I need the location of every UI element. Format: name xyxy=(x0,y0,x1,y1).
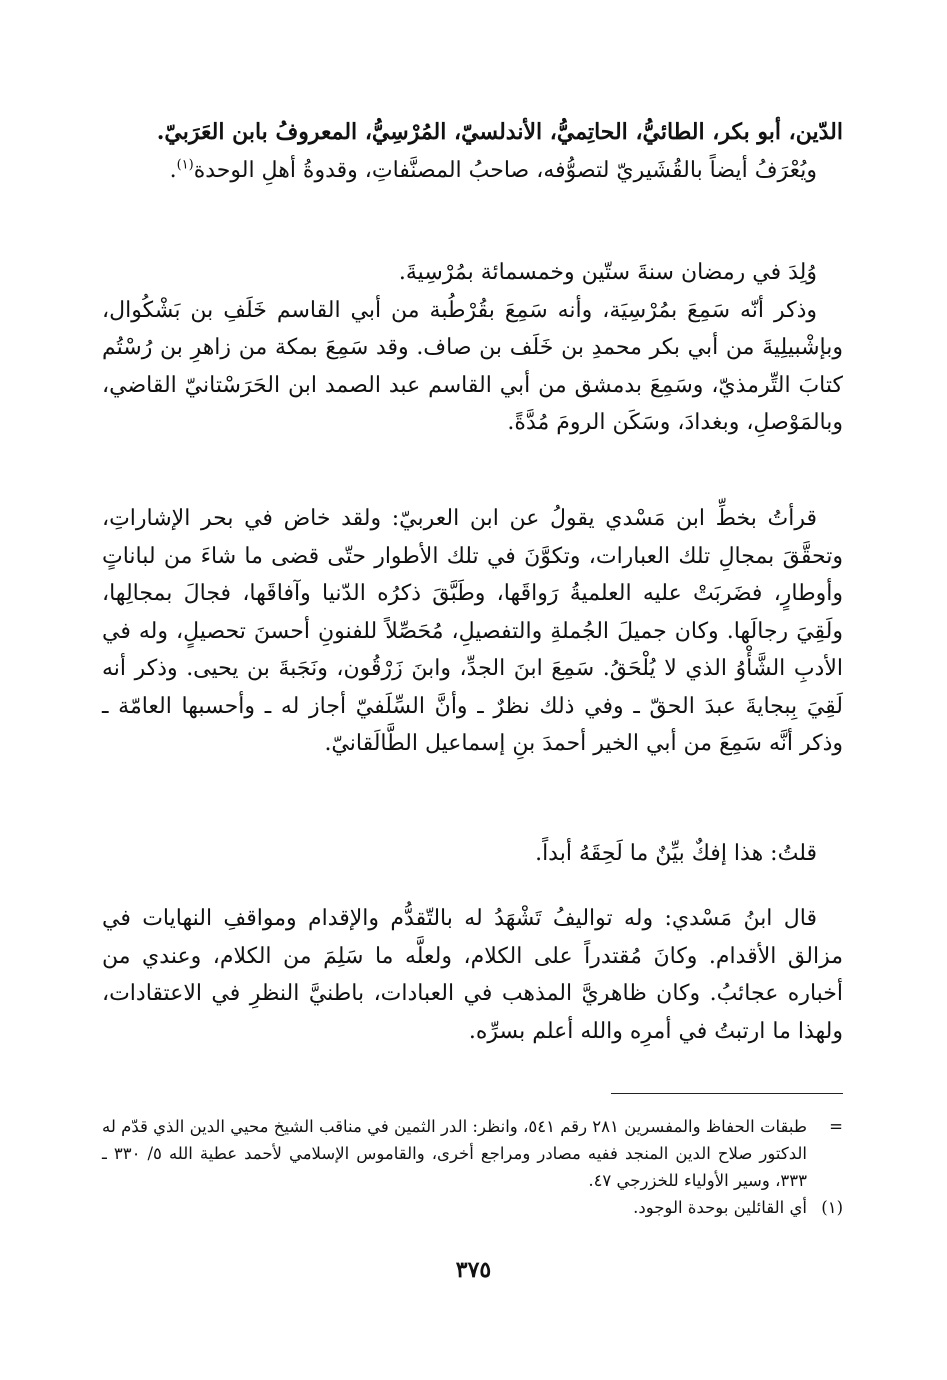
footnote-continuation-text: طبقات الحفاظ والمفسرين ٢٨١ رقم ٥٤١، وانظر: الدر الثمين في مناقب الشيخ محيي الدين الذي قدّم له الدكتور صلاح الدين المنجد ففيه مصادر ومراجع أخرى، والقاموس الإسلامي لأحمد عطية الله ٥/ ٣٣٠ ـ ٣٣٣، وسير الأولياء للخزرجي ٤٧. xyxy=(102,1117,808,1190)
author-note-section xyxy=(102,835,843,873)
intro-paragraph xyxy=(102,114,843,189)
ibn-masdi-second-section xyxy=(102,900,843,1050)
ibn-masdi-second-paragraph: قال ابنُ مَسْدي: وله تواليفُ تَشْهَدُ له بالتّقدُّم والإقدام ومواقفِ النهايات في مزالق الأقدام. وكانَ مُقتدراً على الكلام، ولعلَّه ما سَلِمَ من الكلام، وعندي من أخباره عجائبُ. وكان ظاهريَّ المذهب في العبادات، باطنيَّ النظرِ في الاعتقادات، ولهذا ما ارتبتُ في أمرِه والله أعلم بسرِّه. xyxy=(102,906,843,1044)
footnote-reference[interactable]: (١) xyxy=(176,157,194,173)
ibn-masdi-quote-section xyxy=(102,500,843,763)
footnote-1-text: أي القائلين بوحدة الوجود. xyxy=(633,1198,807,1217)
footnote-1-marker: (١) xyxy=(821,1198,843,1217)
footnotes-area xyxy=(102,1113,843,1221)
page-number: ٣٧٥ xyxy=(455,1257,492,1283)
birth-section xyxy=(102,254,843,442)
travels-paragraph: وذكر أنّه سَمِعَ بمُرْسِيَة، وأنه سَمِعَ بقُرْطُبة من أبي القاسم خَلَفِ بن بَشْكُوال، وبإشْبيلِيةَ من أبي بكر محمدِ بن خَلَف بن صاف. وقد سَمِعَ بمكة من زاهرِ بن رُسْتُم كتابَ التِّرمذيّ، وسَمِعَ بدمشق من أبي القاسم عبد الصمد ابن الحَرَسْتانيّ القاضي، وبالمَوْصلِ، وبغدادَ، وسَكَن الرومَ مُدَّةً. xyxy=(102,297,843,435)
footnote-1 xyxy=(102,1194,843,1221)
birth-line: وُلِدَ في رمضان سنةَ ستّين وخمسمائة بمُرْسِيةَ. xyxy=(398,260,817,285)
continuation-marker: = xyxy=(829,1117,843,1136)
author-note-paragraph: قلتُ: هذا إفكٌ بيِّنٌ ما لَحِقَهُ أبداً. xyxy=(535,841,817,866)
sentence-end: . xyxy=(169,157,177,183)
name-line: الدّين، أبو بكر، الطائيُّ، الحاتِميُّ، الأندلسيّ، المُرْسِيُّ، المعروفُ بابن العَرَبيّ. xyxy=(156,119,843,145)
known-as-text xyxy=(102,152,843,190)
ibn-masdi-quote-paragraph: قرأتُ بخطِّ ابن مَسْدي يقولُ عن ابن العربيّ: ولقد خاض في بحر الإشاراتِ، وتحقَّقَ بمجالِ تلك العبارات، وتكوَّنَ في تلك الأطوار حتّى قضى ما شاءَ من لباناتٍ وأوطارٍ، فضَربَتْ عليه العلميةُ رَواقَها، وطَبَّقَ ذكرُه الدّنيا وآفاقَها، فجالَ بمجالِها، ولَقِيَ رجالَها. وكان جميلَ الجُملةِ والتفصيلِ، مُحَصِّلاً للفنونِ أحسنَ تحصيلٍ، وله في الأدبِ الشَّأْوُ الذي لا يُلْحَقُ. سَمِعَ ابنَ الجدِّ، وابنَ زَرْقُون، ونَجَبةَ بن يحيى. وذكر أنه لَقِيَ بِبجايةَ عبدَ الحقّ ـ وفي ذلك نظرٌ ـ وأنَّ السِّلَفيّ أجاز له ـ وأحسبها العامّة ـ وذكر أنَّه سَمِعَ من أبي الخير أحمدَ بنِ إسماعيل الطَّالَقانيّ. xyxy=(102,506,843,756)
known-as-body: ويُعْرَفُ أيضاً بالقُشَيريّ لتصوُّفه، صاحبُ المصنَّفاتِ، وقدوةُ أهلِ الوحدة xyxy=(193,157,817,183)
footnote-continuation xyxy=(102,1113,843,1194)
footnote-separator xyxy=(611,1093,843,1094)
